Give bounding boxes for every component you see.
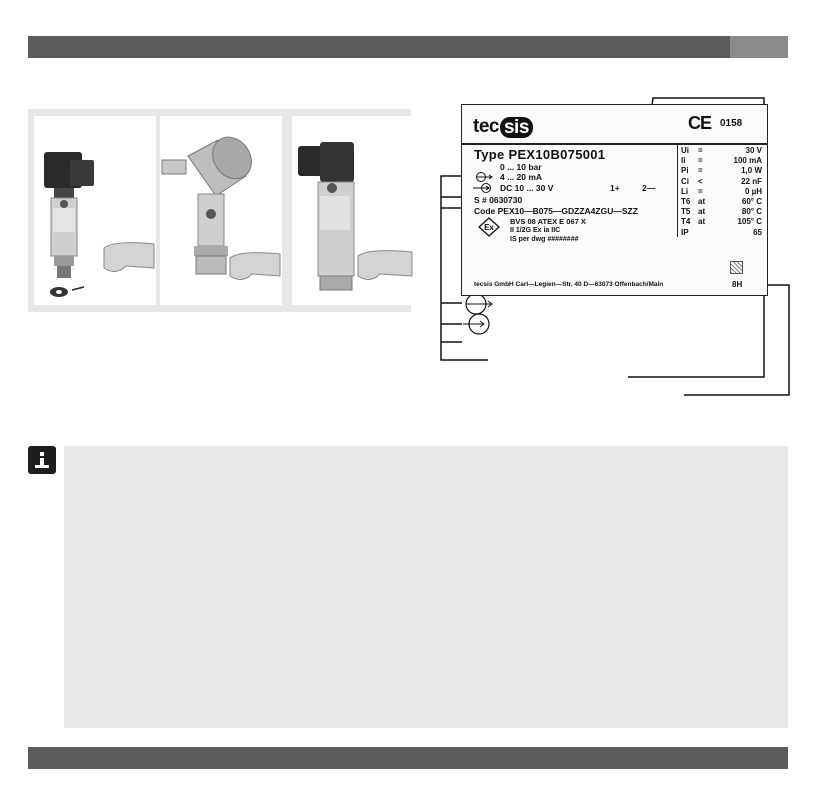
spec-operator: < [698,176,703,186]
spec-operator: at [698,197,706,206]
order-code: Code PEX10—B075—GDZZA4ZGU—SZZ [474,206,638,216]
hatched-marker [730,261,743,274]
is-drawing: IS per dwg ######## [510,236,579,243]
svg-text:Ex: Ex [484,223,494,232]
spec-row [681,156,762,165]
nameplate [461,104,768,296]
spec-row [681,177,762,186]
spec-operator: = [698,156,703,166]
arrow-out-circle-icon [466,294,492,314]
spec-row [681,187,762,196]
atex-certificate: BVS 08 ATEX E 067 X [510,217,586,226]
spec-key: T6 [681,197,691,206]
supply-voltage: DC 10 ... 30 V [500,183,554,193]
spec-operator: at [698,207,706,217]
type-designation: Type PEX10B075001 [474,147,606,162]
spec-key: Ii [681,156,686,166]
spec-row [681,207,762,216]
spec-row [681,197,762,206]
spec-key: T4 [681,217,691,227]
spec-key: Ui [681,146,689,155]
footer-bar [28,747,788,769]
output-signal: 4 ... 20 mA [500,172,543,182]
spec-row [681,217,762,226]
manufacturer-address: tecsis GmbH Carl—Legien—Str. 40 D—63073 Offenbach/Main [474,281,664,288]
spec-value: 100 mA [733,156,762,166]
spec-key: Li [681,186,689,196]
divider [677,145,678,237]
spec-operator: = [698,146,703,155]
supply-voltage-icon [472,182,494,194]
ex-symbol-icon [478,217,500,237]
ex-marking: II 1/2G Ex ia IIC [510,227,561,234]
spec-key: T5 [681,207,691,217]
ce-mark: CE [688,113,712,133]
divider [462,143,767,145]
spec-key: IP [681,227,689,237]
spec-operator: at [698,217,706,227]
spec-value: 80° C [741,207,762,217]
spec-key: Pi [681,166,689,176]
spec-row [681,228,762,237]
spec-value: 105° C [737,217,762,227]
spec-value: 22 nF [741,176,762,186]
date-code: 8H [732,280,743,289]
info-note-box [64,446,788,728]
spec-key: Ci [681,176,689,186]
tecsis-logo: tec sis [473,116,533,138]
spec-value: 0 µH [744,186,762,196]
spec-value: 65 [753,227,762,237]
pin-1-label: 1+ [610,183,620,193]
info-icon [28,446,56,474]
spec-value: 60° C [741,197,762,206]
pin-2-label: 2— [642,183,656,193]
spec-operator: = [698,166,703,176]
spec-row [681,146,762,155]
spec-value: 1,0 W [741,166,762,176]
notified-body-number: 0158 [720,118,743,129]
spec-operator: = [698,186,703,196]
spec-row [681,166,762,175]
arrow-in-circle-icon [463,314,489,334]
spec-value: 30 V [745,146,762,155]
measuring-range: 0 ... 10 bar [500,162,542,172]
serial-number: S # 0630730 [474,195,523,205]
